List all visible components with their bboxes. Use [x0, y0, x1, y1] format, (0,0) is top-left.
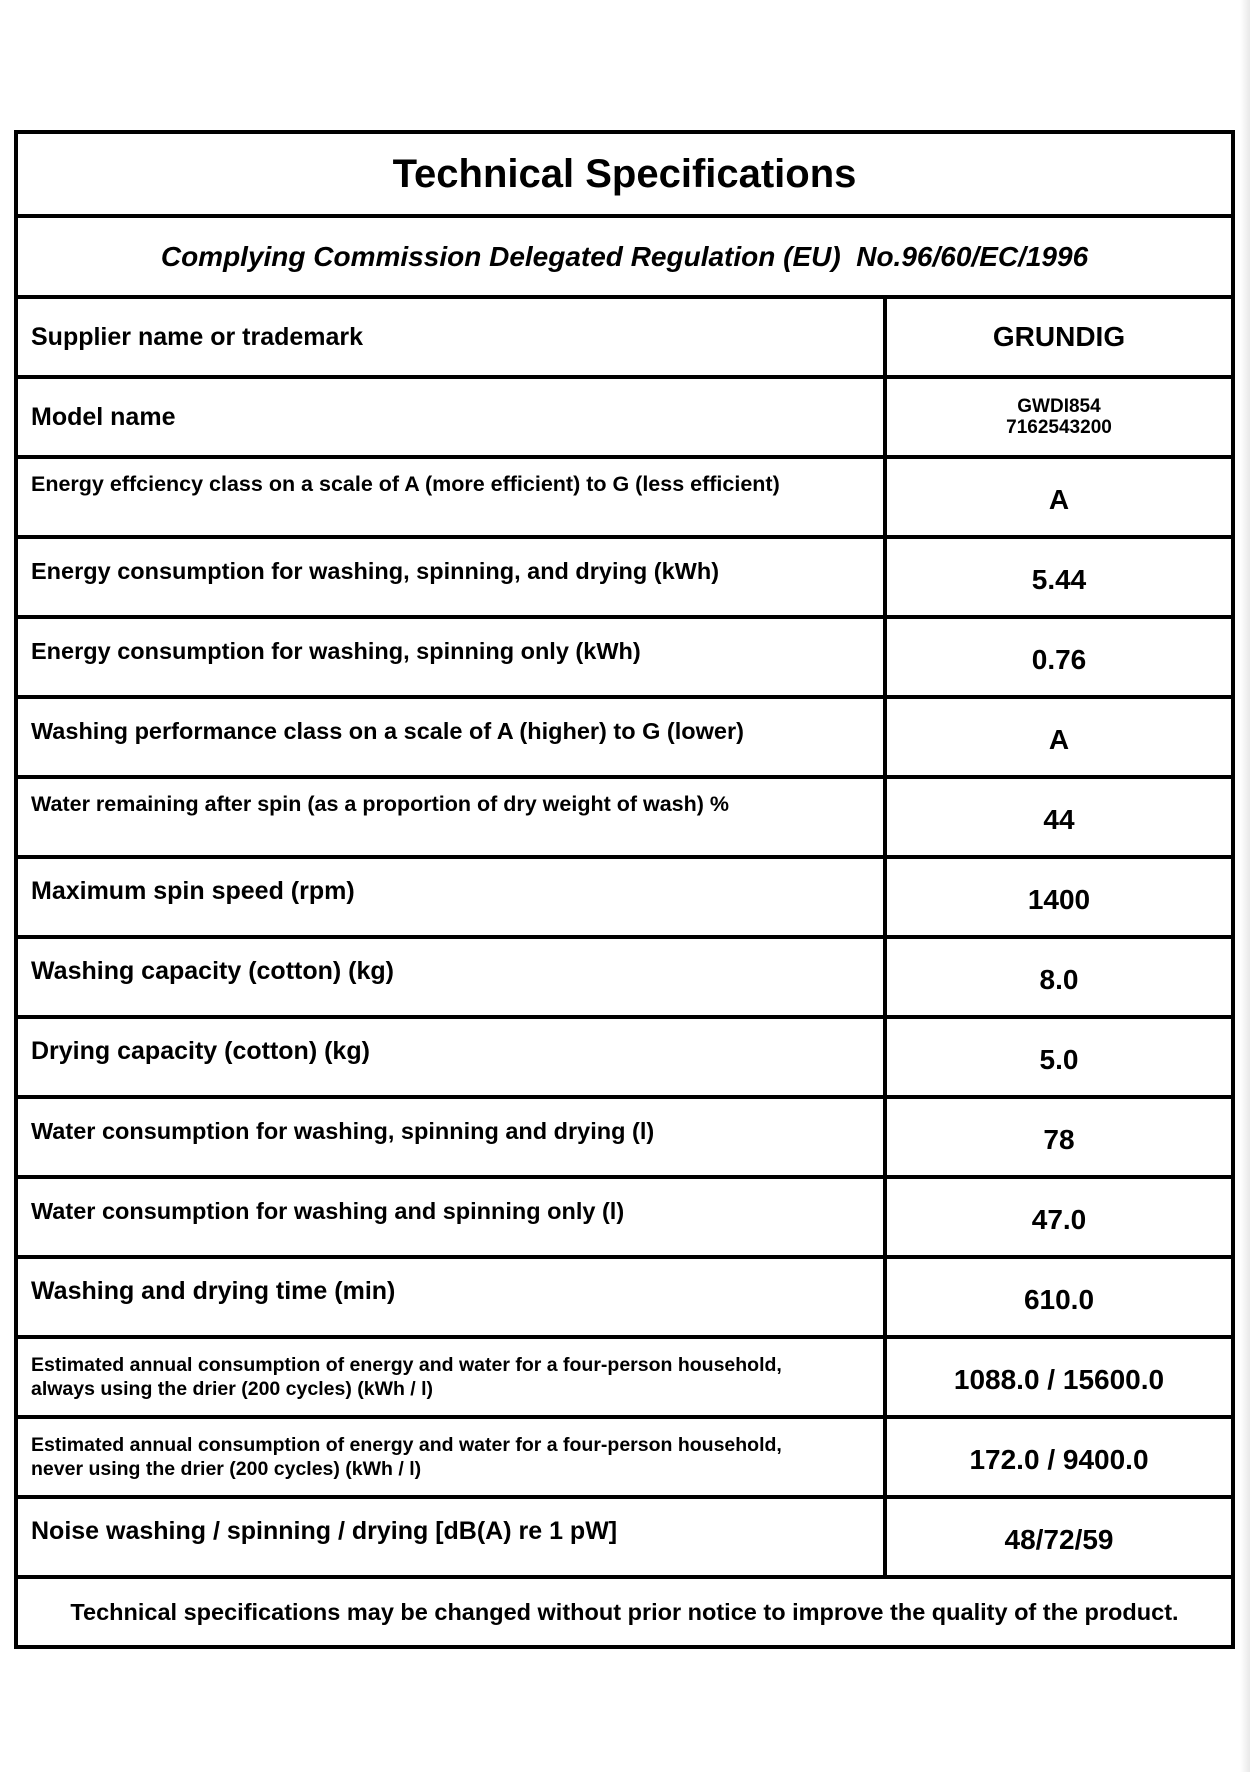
- spec-label: Estimated annual consumption of energy and water for a four-person household, never using the drier (200 cycles) (kWh / l): [18, 1419, 887, 1495]
- spec-value: 78: [1043, 1124, 1075, 1155]
- spec-value: 5.44: [1031, 564, 1087, 595]
- spec-row-wash-dry-time: [18, 1259, 1231, 1339]
- spec-value: A: [1048, 724, 1070, 755]
- spec-value: 47.0: [1031, 1204, 1087, 1235]
- spec-row-energy-wash-spin-dry: [18, 539, 1231, 619]
- spec-value: 610.0: [1023, 1284, 1095, 1315]
- spec-label: Washing and drying time (min): [18, 1259, 887, 1335]
- spec-label: Maximum spin speed (rpm): [18, 859, 887, 935]
- spec-value: 5.0: [1039, 1044, 1079, 1075]
- spec-row-annual-without-drier: [18, 1419, 1231, 1499]
- spec-label: Supplier name or trademark: [18, 299, 887, 375]
- spec-row-energy-wash-spin: [18, 619, 1231, 699]
- regulation-subtitle: Complying Commission Delegated Regulation (EU) No.96/60/EC/1996: [18, 218, 1231, 299]
- spec-label: Model name: [18, 379, 887, 455]
- spec-label: Drying capacity (cotton) (kg): [18, 1019, 887, 1095]
- model-number: 7162543200: [1006, 417, 1112, 438]
- spec-label: Washing capacity (cotton) (kg): [18, 939, 887, 1015]
- page-edge-shadow: [1240, 0, 1250, 1772]
- spec-label: Water consumption for washing and spinning only (l): [18, 1179, 887, 1255]
- spec-value: 1400: [1027, 884, 1091, 915]
- spec-value: 0.76: [1031, 644, 1087, 675]
- spec-label: Water remaining after spin (as a proportion of dry weight of wash) %: [18, 779, 887, 855]
- model-name: GWDI854: [1017, 396, 1101, 417]
- spec-row-washing-class: [18, 699, 1231, 779]
- spec-value: A: [1048, 484, 1070, 515]
- spec-row-supplier: [18, 299, 1231, 379]
- spec-label: Energy consumption for washing, spinning, and drying (kWh): [18, 539, 887, 615]
- spec-label: Noise washing / spinning / drying [dB(A) re 1 pW]: [18, 1499, 887, 1575]
- footer-disclaimer: Technical specifications may be changed without prior notice to improve the quality of the product.: [70, 1598, 1179, 1625]
- spec-row-water-wash-spin-dry: [18, 1099, 1231, 1179]
- spec-row-water-wash-spin: [18, 1179, 1231, 1259]
- spec-row-spin-speed: [18, 859, 1231, 939]
- spec-label: Energy effciency class on a scale of A (more efficient) to G (less efficient): [18, 459, 887, 535]
- spec-row-noise: [18, 1499, 1231, 1579]
- spec-label: Water consumption for washing, spinning and drying (l): [18, 1099, 887, 1175]
- spec-value: 44: [1043, 804, 1075, 835]
- spec-value: 48/72/59: [1004, 1524, 1114, 1555]
- spec-value: GRUNDIG: [992, 321, 1126, 352]
- spec-label: Washing performance class on a scale of A (higher) to G (lower): [18, 699, 887, 775]
- spec-row-washing-capacity: [18, 939, 1231, 1019]
- spec-row-water-remaining: [18, 779, 1231, 859]
- spec-value-model: [887, 379, 1231, 455]
- spec-sheet: [14, 130, 1235, 1649]
- spec-label: Estimated annual consumption of energy and water for a four-person household, always using the drier (200 cycles) (kWh / l): [18, 1339, 887, 1415]
- spec-value: 172.0 / 9400.0: [969, 1444, 1149, 1475]
- spec-row-energy-class: [18, 459, 1231, 539]
- spec-row-model: [18, 379, 1231, 459]
- sheet-title: Technical Specifications: [18, 134, 1231, 218]
- spec-row-drying-capacity: [18, 1019, 1231, 1099]
- spec-value: 1088.0 / 15600.0: [953, 1364, 1165, 1395]
- spec-label: Energy consumption for washing, spinning only (kWh): [18, 619, 887, 695]
- spec-value: 8.0: [1039, 964, 1079, 995]
- spec-row-annual-with-drier: [18, 1339, 1231, 1419]
